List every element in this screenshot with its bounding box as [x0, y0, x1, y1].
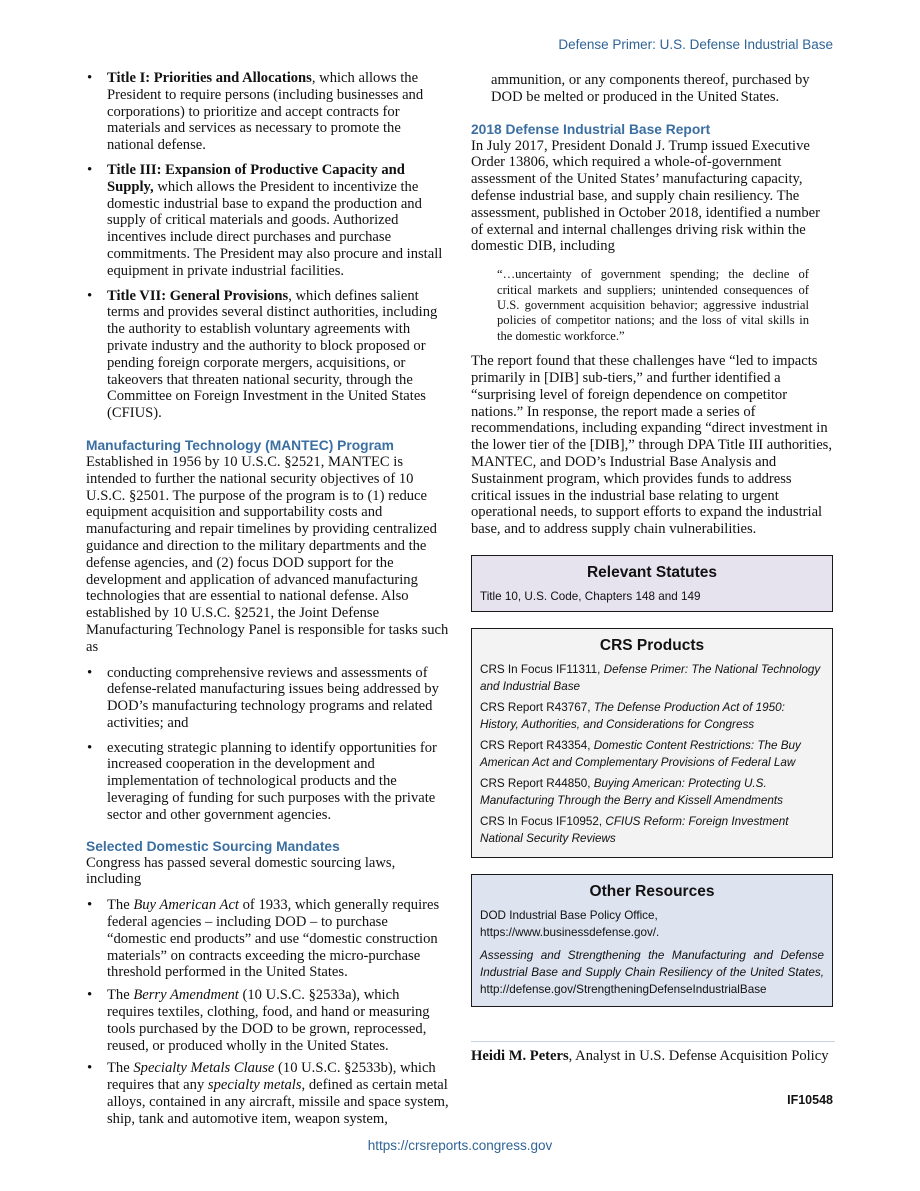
- resource-name: DOD Industrial Base Policy Office,: [480, 909, 658, 922]
- list-item: • executing strategic planning to identify opportunities for increased cooperation in the development and implementation of technological products and the leveraging of funding for such purposes with the private sector and other government agencies.: [86, 740, 450, 824]
- sourcing-list: [86, 897, 450, 1127]
- resource-link[interactable]: https://www.businessdefense.gov/.: [480, 926, 660, 939]
- left-column: [86, 70, 450, 1134]
- box-title: CRS Products: [599, 637, 705, 654]
- findings-paragraph: The report found that these challenges have “led to impacts primarily in [DIB] sub-tiers,” and further identified a “surprising level of foreign dependence on competitor nations.” In response, the report made a series of recommendations, including expanding “direct investment in the lower tier of the [DIB],” through DPA Title III authorities, MANTEC, and DOD’s Industrial Base Analysis and Sustainment program, which provides funds to address critical issues in the industrial base relating to urgent operational needs, to support efforts to expand the industrial base, and to address supply chain vulnerabilities.: [471, 353, 833, 538]
- crs-products-box: [471, 628, 833, 858]
- continuation-text: ammunition, or any components thereof, purchased by DOD be melted or produced in the United States.: [491, 72, 810, 105]
- resource-item: [480, 907, 824, 941]
- resource-link[interactable]: http://defense.gov/StrengtheningDefenseIndustrialBase: [480, 983, 767, 996]
- crs-product-item: CRS Report R44850, Buying American: Protecting U.S. Manufacturing Through the Berry and Kissell Amendments: [480, 777, 783, 807]
- sourcing-paragraph: Congress has passed several domestic sourcing laws, including: [86, 854, 396, 888]
- box-title: Relevant Statutes: [586, 564, 718, 581]
- crs-product-item: CRS Report R43354, Domestic Content Restrictions: The Buy American Act and Complementary Provisions of Federal Law: [480, 739, 801, 769]
- other-resources-box: [471, 874, 833, 1007]
- list-item: • Title I: Priorities and Allocations, which allows the President to require persons (including businesses and corporations) to prioritize and accept contracts for materials and services as necessary to promote the national defense.: [86, 70, 450, 154]
- header-title: Defense Primer: U.S. Defense Industrial Base: [558, 37, 833, 52]
- author-line: [471, 1041, 835, 1065]
- resource-item: [480, 947, 824, 998]
- report-quote: “…uncertainty of government spending; the decline of critical markets and suppliers; unintended consequences of U.S. government acquisition behavior; aggressive industrial policies of competitor nations; and the loss of vital skills in the domestic workforce.”: [497, 267, 809, 343]
- dpa-titles-list: [86, 70, 450, 422]
- list-item: • The Berry Amendment (10 U.S.C. §2533a), which requires textiles, clothing, food, and hand or measuring tools purchased by the DOD to be grown, reprocessed, reused, or produced wholly in the United States.: [86, 987, 450, 1054]
- relevant-statutes-box: [471, 555, 833, 612]
- crs-product-item: CRS In Focus IF11311, Defense Primer: The National Technology and Industrial Base: [480, 663, 821, 693]
- right-column: [471, 72, 835, 538]
- crs-product-item: CRS In Focus IF10952, CFIUS Reform: Foreign Investment National Security Reviews: [480, 815, 789, 845]
- list-item: • Title VII: General Provisions, which defines salient terms and provides several distinct authorities, including the authority to establish voluntary agreements with private industry and the authority to block proposed or pending foreign corporate mergers, acquisitions, or takeovers that threaten national security, through the Committee on Foreign Investment in the United States (CFIUS).: [86, 288, 450, 422]
- mantec-tasks-list: [86, 665, 450, 824]
- list-item: • The Buy American Act of 1933, which generally requires federal agencies – including DOD – to purchase “domestic end products” and use “domestic construction materials” on contracts exceeding the micro-purchase threshold performed in the United States.: [86, 897, 450, 981]
- crs-product-item: CRS Report R43767, The Defense Production Act of 1950: History, Authorities, and Considerations for Congress: [480, 701, 785, 731]
- report-heading: 2018 Defense Industrial Base Report: [471, 121, 711, 137]
- sourcing-heading: Selected Domestic Sourcing Mandates: [86, 838, 340, 854]
- list-item: • conducting comprehensive reviews and assessments of defense-related manufacturing issues being addressed by DOD’s manufacturing technology programs and related activities; and: [86, 665, 450, 732]
- author-name: Heidi M. Peters: [471, 1048, 569, 1064]
- report-paragraph: In July 2017, President Donald J. Trump issued Executive Order 13806, which required a whole-of-government assessment of the United States’ manufacturing capacity, defense industrial base, and supply chain resiliency. The assessment, published in October 2018, identified a number of external and internal challenges driving risk within the domestic DIB, including: [471, 137, 820, 255]
- document-id: IF10548: [787, 1093, 833, 1107]
- list-item: • Title III: Expansion of Productive Capacity and Supply, which allows the President to incentivize the domestic industrial base to expand the production and supply of critical materials and goods. Authorized incentives include direct purchases and purchase commitments. The President may also procure and install equipment in private industrial facilities.: [86, 162, 450, 280]
- statute-text: Title 10, U.S. Code, Chapters 148 and 149: [480, 590, 701, 603]
- box-title: Other Resources: [589, 883, 715, 900]
- list-item: • The Specialty Metals Clause (10 U.S.C. §2533b), which requires that any specialty metals, defined as certain metal alloys, contained in any aircraft, missile and space system, ship, tank and automotive item, weapon system,: [86, 1060, 450, 1127]
- footer-link[interactable]: https://crsreports.congress.gov: [367, 1138, 553, 1153]
- mantec-heading: Manufacturing Technology (MANTEC) Program: [86, 437, 394, 453]
- resource-title: Assessing and Strengthening the Manufacturing and Defense Industrial Base and Supply Chain Resiliency of the United States,: [480, 949, 824, 979]
- mantec-paragraph: Established in 1956 by 10 U.S.C. §2521, MANTEC is intended to further the national security objectives of 10 U.S.C. §2501. The purpose of the program is to (1) reduce equipment acquisition and supportability costs and manufacturing and repair timelines by providing centralized guidance and direction to the military departments and the defense agencies, and (2) focus DOD support for the development and application of advanced manufacturing technologies that are essential to national defense. Also established by 10 U.S.C. §2521, the Joint Defense Manufacturing Technology Panel is responsible for tasks such as: [86, 453, 449, 655]
- author-role: , Analyst in U.S. Defense Acquisition Policy: [568, 1048, 829, 1064]
